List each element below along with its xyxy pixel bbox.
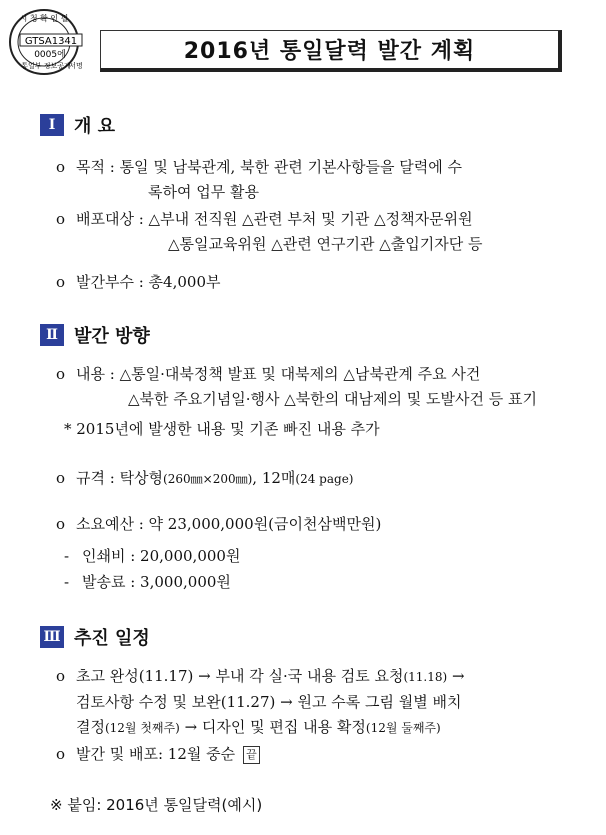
direction-note: * 2015년에 발생한 내용 및 기존 빠진 내용 추가 — [64, 420, 380, 438]
seal-bottom-text2: 서명 — [69, 62, 83, 70]
section-schedule-heading — [40, 624, 150, 650]
bullet: o — [56, 210, 66, 228]
section-direction-heading — [40, 322, 150, 348]
direction-content: o 내용 : △통일·대북정책 발표 및 대북제의 △남북관계 주요 사건 △북한 주요기념일·행사 △북한의 대남제의 및 도발사건 등 표기 — [56, 362, 537, 412]
bullet: o — [56, 158, 66, 176]
document-title-text: 2016년 통일달력 발간 계획 — [183, 39, 476, 64]
seal-bottom-text: 통일부 정보공개 — [21, 62, 71, 70]
section-label: 발간 방향 — [74, 326, 150, 347]
document-title — [100, 30, 562, 72]
schedule-steps: o 초고 완성(11.17) → 부내 각 실·국 내용 검토 요청(11.18) → 검토사항 수정 및 보완(11.27) → 원고 수록 그림 월별 배치 결정(12월 첫째주) → 디자인 및 편집 내용 확정(12월 둘째주) — [56, 664, 465, 741]
overview-purpose: o 목적 : 통일 및 남북관계, 북한 관련 기본사항들을 달력에 수 록하여 업무 활용 — [56, 155, 462, 205]
section-numeral: Ⅲ — [40, 626, 64, 648]
budget-print-cost: - 인쇄비 : 20,000,000원 — [64, 547, 241, 565]
schedule-release: o 발간 및 배포: 12월 중순 끝 — [56, 742, 260, 767]
section-label: 추진 일정 — [74, 628, 150, 649]
bullet: o — [56, 469, 66, 487]
overview-copies: o 발간부수 : 총4,000부 — [56, 270, 220, 295]
seal-code2: 0005에 — [34, 50, 66, 60]
seal-code: GTSA1341 — [24, 36, 78, 47]
seal-top-text: 시 청 확 인 필 — [19, 14, 69, 23]
section-numeral: Ⅰ — [40, 114, 64, 136]
bullet: o — [56, 515, 66, 533]
direction-budget: o 소요예산 : 약 23,000,000원(금이천삼백만원) — [56, 512, 381, 537]
bullet: o — [56, 667, 66, 685]
section-numeral: Ⅱ — [40, 324, 64, 346]
bullet: o — [56, 745, 66, 763]
bullet: o — [56, 273, 66, 291]
bullet: o — [56, 365, 66, 383]
overview-distribution: o 배포대상 : △부내 전직원 △관련 부처 및 기관 △정책자문위원 △통일교육위원 △관련 연구기관 △출입기자단 등 — [56, 207, 483, 257]
official-seal-stamp — [6, 6, 88, 78]
section-overview-heading — [40, 112, 115, 138]
section-label: 개 요 — [74, 116, 116, 137]
attachment-note: ※ 붙임: 2016년 통일달력(예시) — [50, 796, 263, 814]
budget-ship-cost: - 발송료 : 3,000,000원 — [64, 573, 231, 591]
end-mark: 끝 — [243, 746, 260, 764]
direction-spec: o 규격 : 탁상형(260㎜×200㎜), 12매(24 page) — [56, 466, 353, 492]
